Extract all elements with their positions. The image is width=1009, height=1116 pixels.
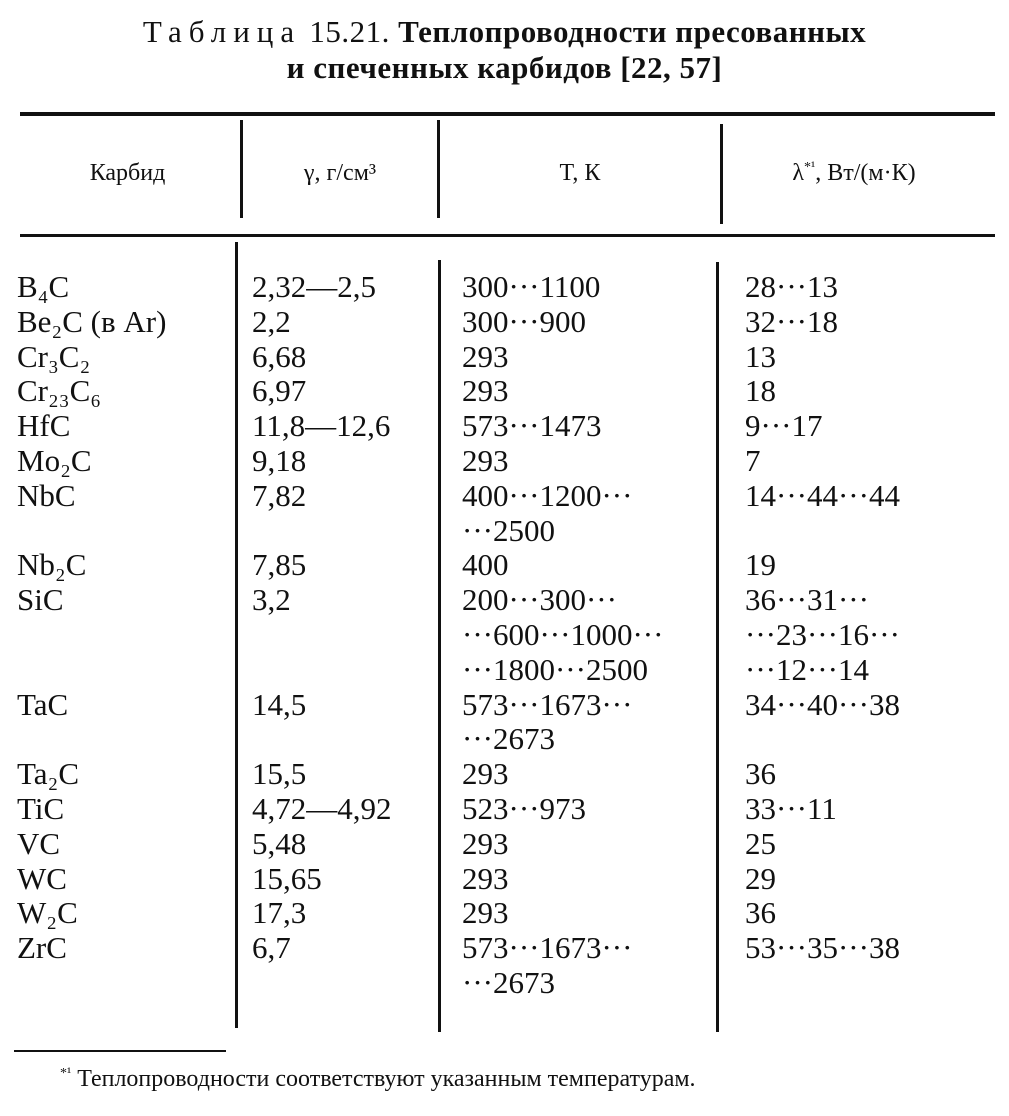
cell-conductivity: 19 [745, 547, 776, 582]
cell-temperature: 293 [462, 373, 509, 408]
cell-conductivity: 14···44···44 [745, 478, 900, 513]
cell-density: 2,2 [252, 304, 291, 339]
cell-conductivity: 32···18 [745, 304, 838, 339]
caption-line-1 [0, 14, 1009, 50]
cell-conductivity: 33···11 [745, 791, 837, 826]
cell-density: 6,97 [252, 373, 307, 408]
lambda-symbol: λ [792, 160, 805, 186]
table-row [0, 862, 1009, 896]
footnote-text: Теплопроводности соответствуют указанным температурам. [77, 1066, 696, 1092]
cell-carbide: Cr₃C₂ [17, 339, 91, 374]
cell-temperature: 523···973 [462, 791, 586, 826]
table-row [0, 548, 1009, 582]
table-row [0, 966, 1009, 1000]
cell-density: 3,2 [252, 582, 291, 617]
table-row [0, 792, 1009, 826]
cell-density: 2,32—2,5 [252, 269, 376, 304]
cell-carbide: WC [17, 861, 67, 896]
cell-density: 15,5 [252, 756, 307, 791]
cell-carbide: NbC [17, 478, 76, 513]
caption-title-line1: Теплопроводности пресованных [398, 14, 867, 49]
cell-conductivity: ···12···14 [745, 652, 869, 687]
header-conductivity [723, 160, 985, 187]
cell-temperature: 200···300··· [462, 582, 617, 617]
cell-temperature: 293 [462, 339, 509, 374]
cell-carbide: ZrC [17, 930, 67, 965]
conductivity-units: , Вт/(м·К) [815, 160, 916, 186]
cell-carbide: TiC [17, 791, 65, 826]
cell-carbide: Mo₂C [17, 443, 92, 478]
caption-lead: Таблица [142, 14, 302, 49]
cell-temperature: ···600···1000··· [462, 617, 664, 652]
table-row [0, 305, 1009, 339]
cell-conductivity: 28···13 [745, 269, 838, 304]
cell-temperature: ···1800···2500 [462, 652, 648, 687]
cell-carbide: W₂C [17, 895, 78, 930]
cell-conductivity: 29 [745, 861, 776, 896]
table-row [0, 444, 1009, 478]
table-caption [0, 14, 1009, 86]
cell-carbide: Be₂C (в Ar) [17, 304, 167, 339]
table-row [0, 931, 1009, 965]
cell-carbide: TaC [17, 687, 69, 722]
cell-temperature: 300···900 [462, 304, 586, 339]
cell-temperature: ···2673 [462, 965, 555, 1000]
table-row [0, 270, 1009, 304]
table-row [0, 722, 1009, 756]
cell-density: 6,68 [252, 339, 307, 374]
footnote-rule [14, 1050, 226, 1052]
cell-conductivity: 53···35···38 [745, 930, 900, 965]
cell-carbide: B₄C [17, 269, 70, 304]
cell-carbide: Nb₂C [17, 547, 87, 582]
cell-carbide: SiC [17, 582, 64, 617]
table-row [0, 688, 1009, 722]
cell-carbide: VC [17, 826, 61, 861]
table-row [0, 340, 1009, 374]
cell-temperature: 573···1473 [462, 408, 602, 443]
cell-temperature: ···2500 [462, 513, 555, 548]
cell-conductivity: 25 [745, 826, 776, 861]
table-row [0, 896, 1009, 930]
cell-temperature: 400···1200··· [462, 478, 633, 513]
cell-density: 6,7 [252, 930, 291, 965]
cell-carbide: HfC [17, 408, 71, 443]
cell-temperature: 293 [462, 826, 509, 861]
cell-conductivity: 36 [745, 756, 776, 791]
footnote [60, 1066, 696, 1093]
top-rule [20, 112, 995, 116]
table-row [0, 409, 1009, 443]
caption-title-line2: и спеченных карбидов [22, 57] [286, 50, 723, 85]
footnote-ref: *¹ [804, 160, 816, 175]
caption-number: 15.21. [309, 14, 390, 49]
cell-conductivity: 36 [745, 895, 776, 930]
table-row [0, 479, 1009, 513]
cell-density: 4,72—4,92 [252, 791, 392, 826]
header-temperature: T, К [559, 160, 601, 186]
cell-conductivity: 7 [745, 443, 761, 478]
table-row [0, 757, 1009, 791]
cell-density: 9,18 [252, 443, 307, 478]
cell-conductivity: 18 [745, 373, 776, 408]
header-rule [20, 234, 995, 237]
cell-carbide: Cr₂₃C₆ [17, 373, 102, 408]
table-row [0, 827, 1009, 861]
cell-conductivity: 9···17 [745, 408, 823, 443]
cell-temperature: 573···1673··· [462, 930, 633, 965]
cell-carbide: Ta₂C [17, 756, 80, 791]
cell-temperature: 293 [462, 895, 509, 930]
table-row [0, 583, 1009, 617]
cell-conductivity: 34···40···38 [745, 687, 900, 722]
cell-conductivity: ···23···16··· [745, 617, 900, 652]
cell-temperature: 400 [462, 547, 509, 582]
cell-density: 5,48 [252, 826, 307, 861]
cell-density: 11,8—12,6 [252, 408, 391, 443]
cell-temperature: ···2673 [462, 721, 555, 756]
table-row [0, 653, 1009, 687]
table-row [0, 514, 1009, 548]
cell-temperature: 293 [462, 756, 509, 791]
cell-temperature: 293 [462, 443, 509, 478]
cell-density: 7,82 [252, 478, 307, 513]
cell-density: 15,65 [252, 861, 322, 896]
header-carbide: Карбид [89, 160, 166, 186]
footnote-mark: *¹ [60, 1066, 72, 1081]
header-density: γ, г/см³ [303, 160, 377, 186]
cell-density: 17,3 [252, 895, 307, 930]
cell-temperature: 573···1673··· [462, 687, 633, 722]
table-row [0, 618, 1009, 652]
cell-conductivity: 36···31··· [745, 582, 869, 617]
cell-density: 7,85 [252, 547, 307, 582]
cell-conductivity: 13 [745, 339, 776, 374]
cell-temperature: 293 [462, 861, 509, 896]
table-row [0, 374, 1009, 408]
cell-density: 14,5 [252, 687, 307, 722]
cell-temperature: 300···1100 [462, 269, 601, 304]
